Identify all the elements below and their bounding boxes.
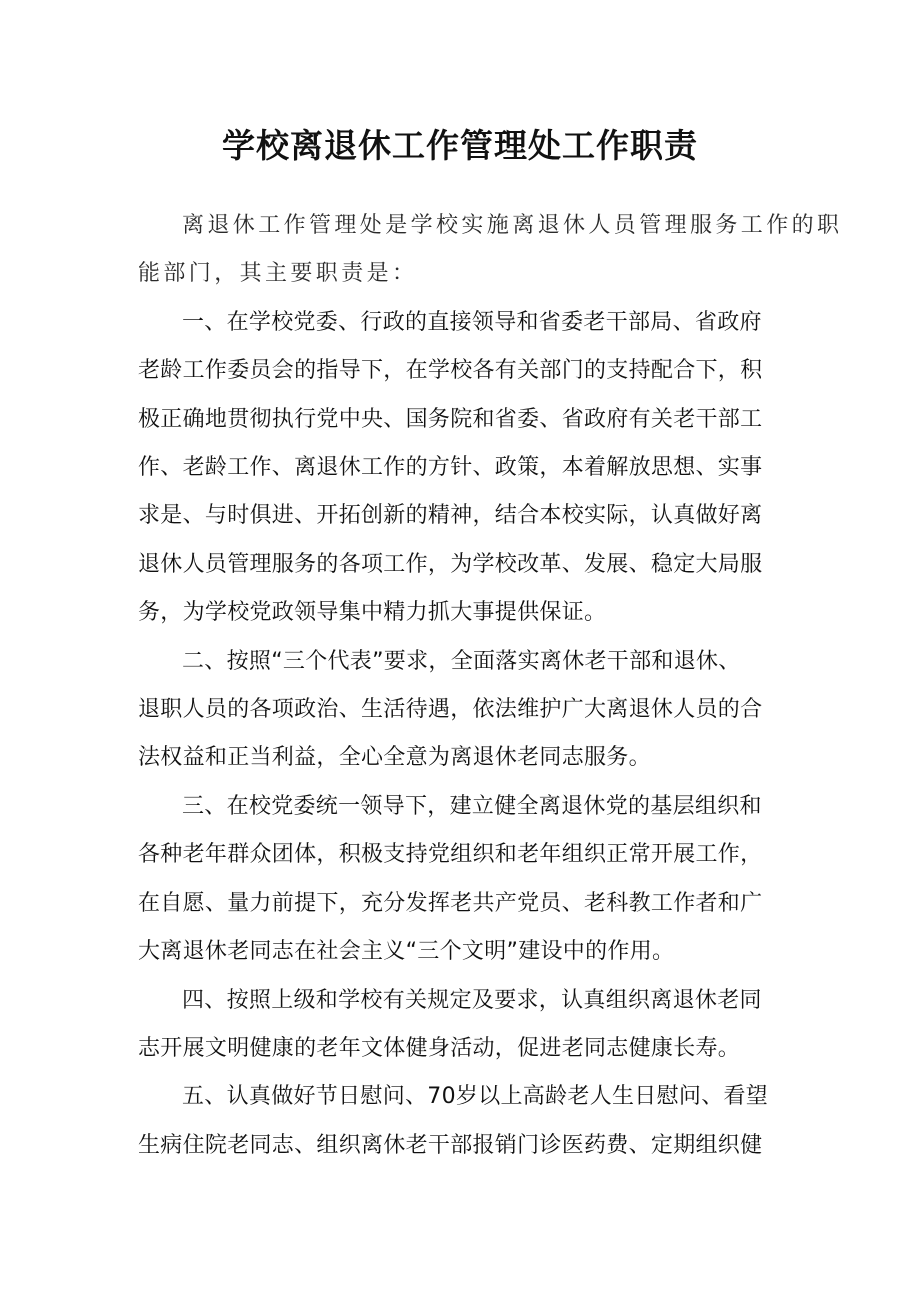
paragraph-line: 求是、与时俱进、开拓创新的精神，结合本校实际，认真做好离 [138, 503, 763, 529]
paragraph-line: 能部门，其主要职责是： [138, 261, 418, 287]
paragraph-line: 一、在学校党委、行政的直接领导和省委老干部局、省政府 [182, 309, 762, 335]
item-1-paragraph [138, 299, 794, 638]
paragraph-line: 大离退休老同志在社会主义“三个文明”建设中的作用。 [138, 939, 675, 965]
paragraph-line: 老龄工作委员会的指导下，在学校各有关部门的支持配合下，积 [138, 358, 763, 384]
item-3-paragraph [138, 783, 794, 977]
paragraph-line: 法权益和正当利益，全心全意为离退休老同志服务。 [138, 745, 651, 771]
paragraph-line: 离退休工作管理处是学校实施离退休人员管理服务工作的职 [182, 213, 843, 238]
item-4-paragraph [138, 977, 794, 1074]
document-body [138, 202, 843, 1170]
item-5-paragraph [138, 1073, 794, 1170]
paragraph-line: 各种老年群众团体，积极支持党组织和老年组织正常开展工作， [138, 842, 763, 868]
paragraph-line: 五、认真做好节日慰问、70岁以上高龄老人生日慰问、看望 [182, 1084, 769, 1110]
paragraph-line: 务，为学校党政领导集中精力抓大事提供保证。 [138, 600, 607, 626]
paragraph-line: 四、按照上级和学校有关规定及要求，认真组织离退休老同 [182, 987, 762, 1013]
paragraph-line: 二、按照“三个代表”要求，全面落实离休老干部和退休、 [182, 648, 741, 674]
paragraph-line: 作、老龄工作、离退休工作的方针、政策，本着解放思想、实事 [138, 455, 763, 481]
paragraph-line: 在自愿、量力前提下，充分发挥老共产党员、老科教工作者和广 [138, 890, 763, 916]
paragraph-line: 退职人员的各项政治、生活待遇，依法维护广大离退休人员的合 [138, 697, 763, 723]
paragraph-line: 三、在校党委统一领导下，建立健全离退休党的基层组织和 [182, 793, 762, 819]
intro-paragraph [138, 202, 843, 299]
paragraph-line: 退休人员管理服务的各项工作，为学校改革、发展、稳定大局服 [138, 551, 763, 577]
document-title: 学校离退休工作管理处工作职责 [222, 126, 698, 165]
paragraph-line: 志开展文明健康的老年文体健身活动，促进老同志健康长寿。 [138, 1035, 741, 1061]
paragraph-line: 极正确地贯彻执行党中央、国务院和省委、省政府有关老干部工 [138, 406, 763, 432]
item-2-paragraph [138, 638, 794, 783]
paragraph-line: 生病住院老同志、组织离休老干部报销门诊医药费、定期组织健 [138, 1132, 763, 1158]
